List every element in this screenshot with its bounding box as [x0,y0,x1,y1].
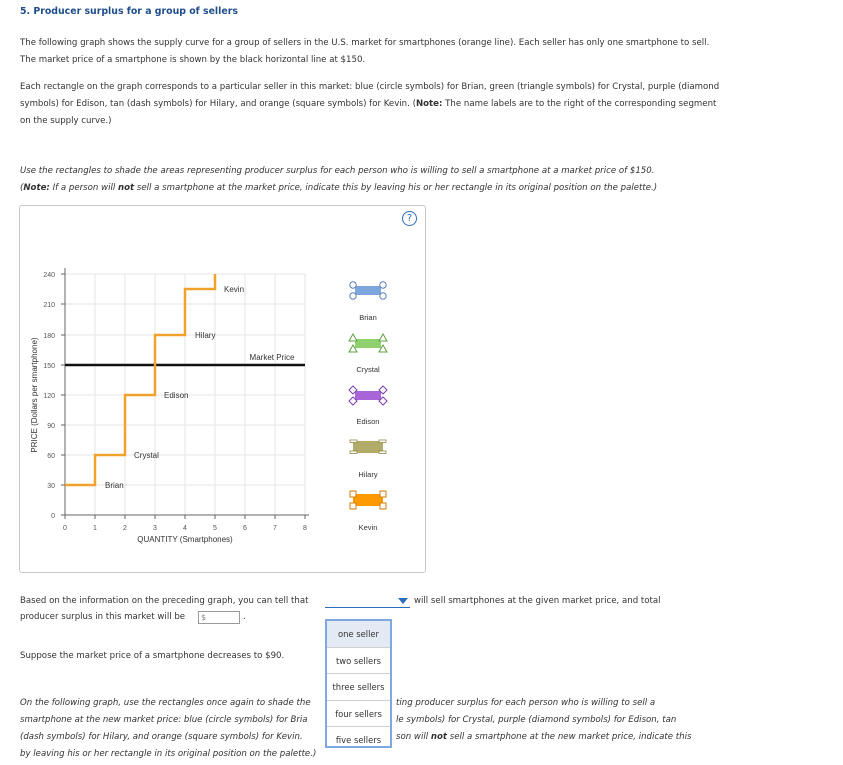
y-tick-label: 0 [51,513,55,520]
palette-label-brian: Brian [359,313,377,322]
palette-label-edison: Edison [356,417,380,426]
y-axis-label: PRICE (Dollars per smartphone) [30,337,39,453]
question1-text-after: will sell smartphones at the given market price, and total [414,596,661,606]
suppose-text: Suppose the market price of a smartphone decreases to $90. [20,651,285,661]
segment-label-crystal: Crystal [134,451,159,460]
palette-item-crystal[interactable] [349,334,387,352]
palette-label-hilary: Hilary [358,470,378,479]
dropdown-option-three-sellers[interactable]: three sellers [327,674,390,701]
question-title: 5. Producer surplus for a group of sellers [20,6,238,17]
x-tick-label: 0 [63,525,67,532]
segment-label-hilary: Hilary [195,331,216,340]
palette-item-brian[interactable] [350,282,386,299]
segment-label-brian: Brian [105,481,124,490]
instruction2-right: ting producer surplus for each person who is willing to sell a le symbols) for Crystal, purple (diamond symbols) for Edison, tan son will not sell a smartphone at the new market price, indicate this [396,698,692,742]
x-tick-label: 2 [123,525,127,532]
intro-paragraph-2: Each rectangle on the graph corresponds to a particular seller in this market: blue (circle symbols) for Brian, green (triangle symbols) for Crystal, purple (diamond symbols) for Edison, tan (dash symbols) for Hilary, and orange (square symbols) for Kevin. (Note: The name labels are to the right of the corresponding segment on the supply curve.) [20,82,720,126]
y-tick-label: 30 [47,483,55,490]
dropdown-option-one-seller[interactable]: one seller [327,621,390,648]
chevron-down-icon[interactable] [398,598,408,604]
question1-line2: producer surplus in this market will be [20,612,186,622]
producer-surplus-input[interactable]: $ [198,611,240,624]
palette-label-kevin: Kevin [358,523,378,532]
x-tick-label: 1 [93,525,97,532]
x-tick-label: 7 [273,525,277,532]
segment-label-kevin: Kevin [224,285,245,294]
y-tick-label: 180 [43,333,55,340]
y-tick-label: 90 [47,423,55,430]
y-tick-label: 240 [43,272,55,279]
help-icon[interactable]: ? [402,211,417,226]
instruction2-left: On the following graph, use the rectangles once again to shade the smartphone at the new market price: blue (circle symbols) for Bria (dash symbols) for Hilary, and orange (square symbols) for Kevin. by leaving his or her rectangle in its original position on the palette.) [20,698,317,759]
x-axis-label: QUANTITY (Smartphones) [137,535,233,544]
x-tick-label: 6 [243,525,247,532]
x-tick-label: 5 [213,525,217,532]
x-tick-label: 3 [153,525,157,532]
market-price-label: Market Price [249,353,295,362]
dropdown-option-two-sellers[interactable]: two sellers [327,648,390,675]
segment-label-edison: Edison [164,391,189,400]
y-tick-label: 120 [43,393,55,400]
x-tick-label: 8 [303,525,307,532]
y-tick-label: 150 [43,363,55,370]
question1-period: . [243,612,246,622]
question1-text: Based on the information on the preceding graph, you can tell that [20,596,309,606]
x-tick-label: 4 [183,525,187,532]
instruction-paragraph: Use the rectangles to shade the areas representing producer surplus for each person who is willing to sell a smartphone at a market price of $150. (Note: If a person will not sell a smartphone at the market price, indicate this by leaving his or her rectangle in its original position on the palette.) [20,166,658,193]
intro-paragraph-1: The following graph shows the supply curve for a group of sellers in the U.S. market for smartphones (orange line). Each seller has only one smartphone to sell. The market price of a smartphone is shown by the black horizontal line at $150. [20,38,710,65]
y-tick-label: 60 [47,453,55,460]
palette-item-hilary[interactable] [350,440,386,454]
palette-item-kevin[interactable] [350,491,386,509]
dropdown-option-five-sellers[interactable]: five sellers [335,735,382,745]
dropdown-option-four-sellers[interactable]: four sellers [327,701,390,728]
palette-label-crystal: Crystal [356,365,380,374]
y-tick-label: 210 [43,302,55,309]
palette-item-edison[interactable] [349,386,387,405]
seller-count-menu [325,619,392,748]
